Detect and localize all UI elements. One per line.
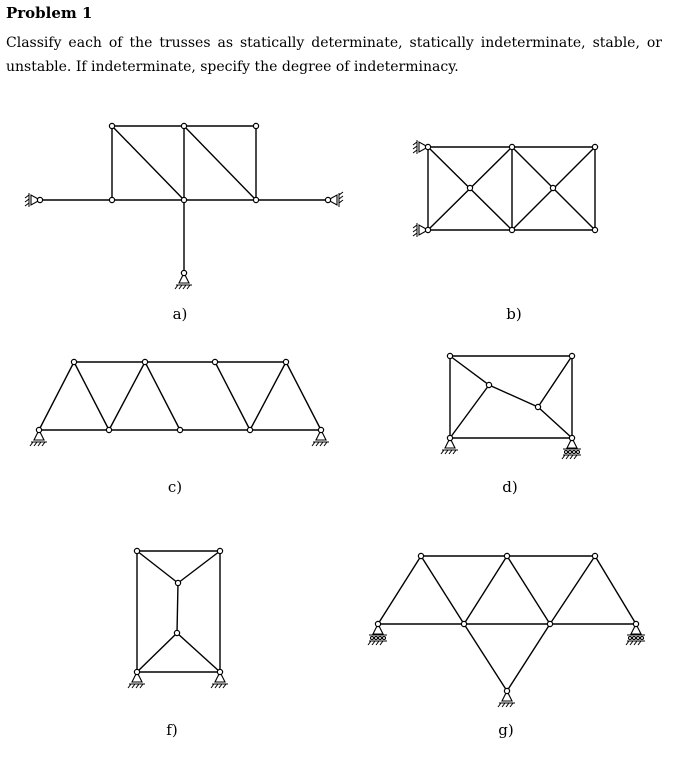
truss-c-caption: c): [167, 478, 183, 496]
truss-g-caption: g): [498, 721, 514, 739]
truss-a-caption: a): [172, 305, 188, 323]
truss-b: [413, 140, 598, 323]
problem-heading: Problem 1: [6, 4, 93, 22]
truss-c-joints: [36, 359, 323, 432]
truss-f: [128, 548, 228, 739]
truss-f-joints: [134, 548, 222, 674]
truss-c: [30, 359, 329, 496]
truss-d-caption: d): [502, 478, 518, 496]
truss-d-joints: [447, 353, 574, 440]
problem-prompt: Classify each of the trusses as statically determinate, statically indeterminate, stable, or unstable. If indeterminate, specify the degree of indeterminacy.: [6, 35, 662, 75]
truss-g: [368, 553, 645, 739]
truss-a: [25, 123, 343, 323]
truss-f-caption: f): [166, 721, 178, 739]
truss-d: [441, 353, 581, 496]
truss-b-caption: b): [506, 305, 522, 323]
